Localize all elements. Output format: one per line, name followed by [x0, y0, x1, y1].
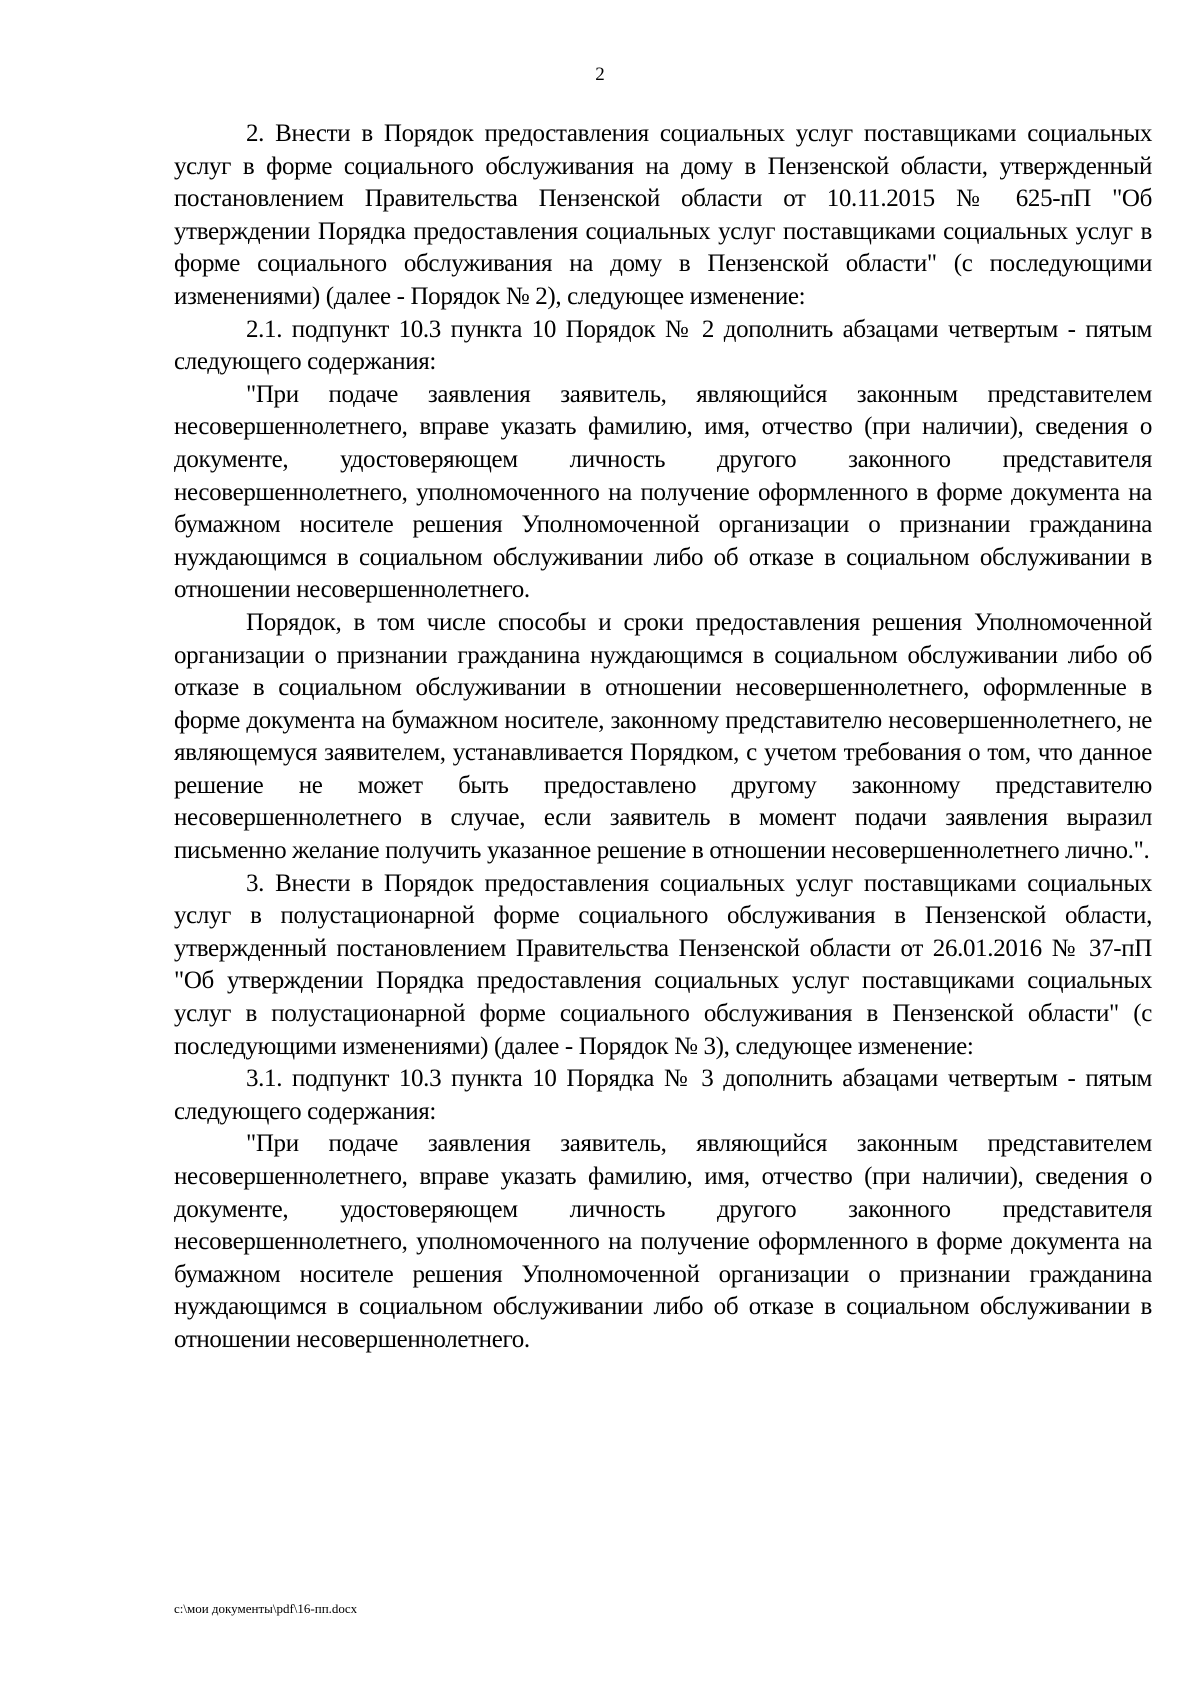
paragraph-quote-2-1-a: "При подаче заявления заявитель, являющийся законным представителем несовершеннолетнего, вправе указать фамилию, имя, отчество (при наличии), сведения о документе, удостоверяющем личность другого законного представителя несовершеннолетнего, уполномоченного на получение оформленного в форме документа на бумажном носителе решения Уполномоченной организации о признании гражданина нуждающимся в социальном обслуживании либо об отказе в социальном обслуживании в отношении несовершеннолетнего.	[174, 380, 1152, 604]
document-body	[174, 118, 1152, 1357]
page-number: 2	[595, 64, 605, 85]
paragraph-quote-3-1-a: "При подаче заявления заявитель, являющийся законным представителем несовершеннолетнего, вправе указать фамилию, имя, отчество (при наличии), сведения о документе, удостоверяющем личность другого законного представителя несовершеннолетнего, уполномоченного на получение оформленного в форме документа на бумажном носителе решения Уполномоченной организации о признании гражданина нуждающимся в социальном обслуживании либо об отказе в социальном обслуживании в отношении несовершеннолетнего.	[174, 1130, 1152, 1353]
footer-file-path: c:\мои документы\pdf\16-пп.docx	[174, 1601, 358, 1616]
paragraph-subitem-3-1: 3.1. подпункт 10.3 пункта 10 Порядка № 3 дополнить абзацами четвертым - пятым следующего содержания:	[174, 1065, 1152, 1125]
paragraph-quote-2-1-b: Порядок, в том числе способы и сроки предоставления решения Уполномоченной организации о признании гражданина нуждающимся в социальном обслуживании либо об отказе в социальном обслуживании в отношении несовершеннолетнего, оформленные в форме документа на бумажном носителе, законному представителю несовершеннолетнего, не являющемуся заявителем, устанавливается Порядком, с учетом требования о том, что данное решение не может быть предоставлено другому законному представителю несовершеннолетнего в случае, если заявитель в момент подачи заявления выразил письменно желание получить указанное решение в отношении несовершеннолетнего лично.".	[174, 608, 1152, 865]
paragraph-subitem-2-1: 2.1. подпункт 10.3 пункта 10 Порядок № 2 дополнить абзацами четвертым - пятым следующего содержания:	[174, 315, 1152, 376]
paragraph-item-3: 3. Внести в Порядок предоставления социальных услуг поставщиками социальных услуг в полустационарной форме социального обслуживания в Пензенской области, утвержденный постановлением Правительства Пензенской области от 26.01.2016 № 37-пП "Об утверждении Порядка предоставления социальных услуг поставщиками социальных услуг в полустационарной форме социального обслуживания в Пензенской области" (с последующими изменениями) (далее - Порядок № 3), следующее изменение:	[174, 869, 1152, 1060]
paragraph-item-2: 2. Внести в Порядок предоставления социальных услуг поставщиками социальных услуг в форме социального обслуживания на дому в Пензенской области, утвержденный постановлением Правительства Пензенской области от 10.11.2015 № 625-пП "Об утверждении Порядка предоставления социальных услуг поставщиками социальных услуг в форме социального обслуживания на дому в Пензенской области" (с последующими изменениями) (далее - Порядок № 2), следующее изменение:	[174, 120, 1152, 310]
